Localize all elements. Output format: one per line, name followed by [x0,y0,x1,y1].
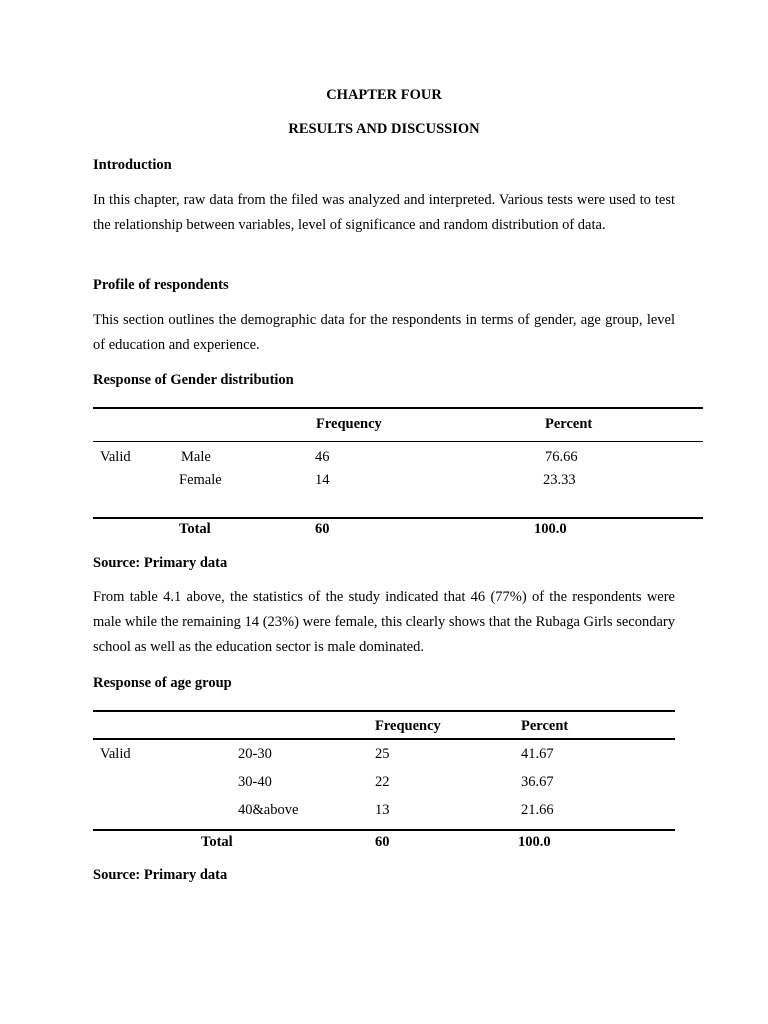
age-percent: 36.67 [521,774,554,790]
gender-valid-label: Valid [100,449,131,465]
age-total-frequency: 60 [375,834,390,850]
gender-discussion-text: From table 4.1 above, the statistics of the study indicated that 46 (77%) of the respondents were male while the remaining 14 (23%) were female, this clearly shows that the Rubaga Girls secondary school as well as the education sector is male dominated. [93,589,675,655]
introduction-heading: Introduction [93,157,172,173]
gender-category: Male [181,449,211,465]
gender-percent: 76.66 [545,449,578,465]
introduction-text: In this chapter, raw data from the filed was analyzed and interpreted. Various tests were used to test the relationship between variables, level of significance and random distribution of data. [93,192,675,233]
age-category: 40&above [238,802,299,818]
table-total-rule [93,829,675,831]
table-total-rule [93,517,703,519]
gender-table-source: Source: Primary data [93,555,228,571]
age-frequency: 25 [375,746,390,762]
age-frequency: 22 [375,774,390,790]
profile-heading: Profile of respondents [93,277,229,293]
gender-percent: 23.33 [543,472,576,488]
age-table-heading: Response of age group [93,675,232,691]
table-header-rule [93,441,703,442]
gender-total-percent: 100.0 [534,521,567,537]
age-category: 30-40 [238,774,272,790]
age-total-percent: 100.0 [518,834,551,850]
table-top-rule [93,407,703,409]
age-frequency: 13 [375,802,390,818]
table-top-rule [93,710,675,712]
age-percent-header: Percent [521,718,569,734]
gender-category: Female [179,472,222,488]
gender-frequency-header: Frequency [316,416,382,432]
age-percent: 21.66 [521,802,554,818]
profile-text: This section outlines the demographic data for the respondents in terms of gender, age group, level of education and experience. [93,312,675,353]
table-header-rule [93,738,675,740]
gender-total-frequency: 60 [315,521,330,537]
gender-total-label: Total [179,521,211,537]
gender-percent-header: Percent [545,416,593,432]
age-valid-label: Valid [100,746,131,762]
age-table-source: Source: Primary data [93,867,228,883]
age-percent: 41.67 [521,746,554,762]
section-title: RESULTS AND DISCUSSION [288,121,480,137]
age-category: 20-30 [238,746,272,762]
gender-table-heading: Response of Gender distribution [93,372,294,388]
gender-frequency: 14 [315,472,330,488]
chapter-title: CHAPTER FOUR [326,87,442,103]
age-total-label: Total [201,834,233,850]
gender-frequency: 46 [315,449,330,465]
age-frequency-header: Frequency [375,718,441,734]
